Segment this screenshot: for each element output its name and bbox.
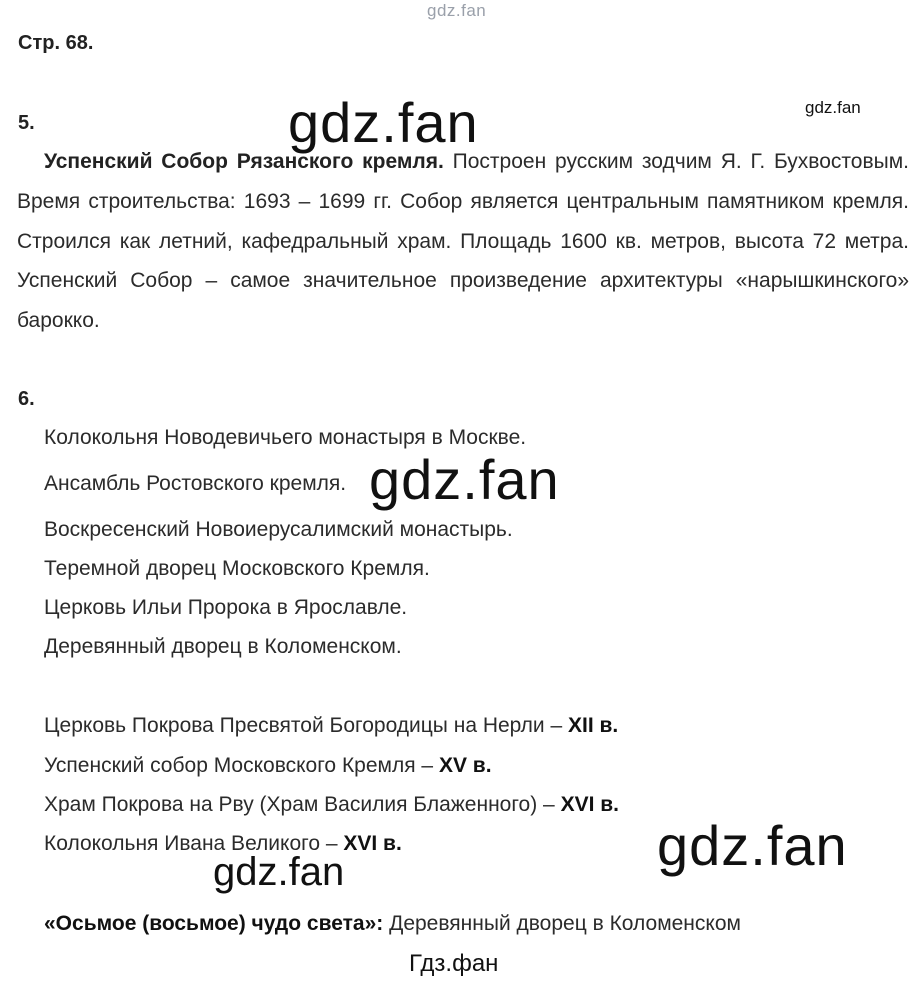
list1-item: Колокольня Новодевичьего монастыря в Москве. <box>44 426 527 449</box>
watermark-big-3: gdz.fan <box>657 814 848 877</box>
list2-item-text: Храм Покрова на Рву (Храм Василия Блаженного) – <box>44 793 561 816</box>
list2-item <box>44 793 619 817</box>
section-5-paragraph <box>17 142 909 341</box>
page-label: Стр. 68. <box>18 32 94 54</box>
watermark-small: gdz.fan <box>805 98 861 117</box>
watermark-mid: gdz.fan <box>213 850 345 894</box>
section-5-title: Успенский Собор Рязанского кремля. <box>44 150 444 173</box>
section-5-number: 5. <box>18 112 35 134</box>
watermark-bottom: Гдз.фан <box>409 950 499 977</box>
list2-item-text: Успенский собор Московского Кремля – <box>44 754 439 777</box>
list2-item-century: XVI в. <box>343 832 402 855</box>
watermark-top: gdz.fan <box>427 1 487 20</box>
list2-item-text: Колокольня Ивана Великого – <box>44 832 344 855</box>
list1-item: Церковь Ильи Пророка в Ярославле. <box>44 596 408 619</box>
list1-item: Воскресенский Новоиерусалимский монастырь. <box>44 518 513 541</box>
list1-item: Теремной дворец Московского Кремля. <box>44 557 430 580</box>
list2-item-century: XVI в. <box>560 793 620 816</box>
list2-item <box>44 714 618 738</box>
watermark-big-1: gdz.fan <box>288 91 479 154</box>
list1-item: Ансамбль Ростовского кремля. <box>44 472 347 495</box>
list2-item <box>44 754 492 778</box>
wonder-line <box>44 912 741 936</box>
section-6-number: 6. <box>18 388 35 410</box>
list1-item: Деревянный дворец в Коломенском. <box>44 635 402 658</box>
watermark-big-2: gdz.fan <box>369 448 560 511</box>
list2-item-century: XII в. <box>567 714 619 737</box>
section-5-text: Построен русским зодчим Я. Г. Бухвостовым. Время строительства: 1693 – 1699 гг. Собор является центральным памятником кремля. Строился как летний, кафедральный храм. Площадь 1600 кв. метров, высота 72 метра. Успенский Собор – самое значительное произведение архитектуры «нарышкинского» барокко. <box>17 150 909 333</box>
wonder-text: Деревянный дворец в Коломенском <box>383 912 741 935</box>
list2-item-century: XV в. <box>438 754 492 777</box>
wonder-label: «Осьмое (восьмое) чудо света»: <box>44 912 384 935</box>
list2-item-text: Церковь Покрова Пресвятой Богородицы на Нерли – <box>44 714 568 737</box>
